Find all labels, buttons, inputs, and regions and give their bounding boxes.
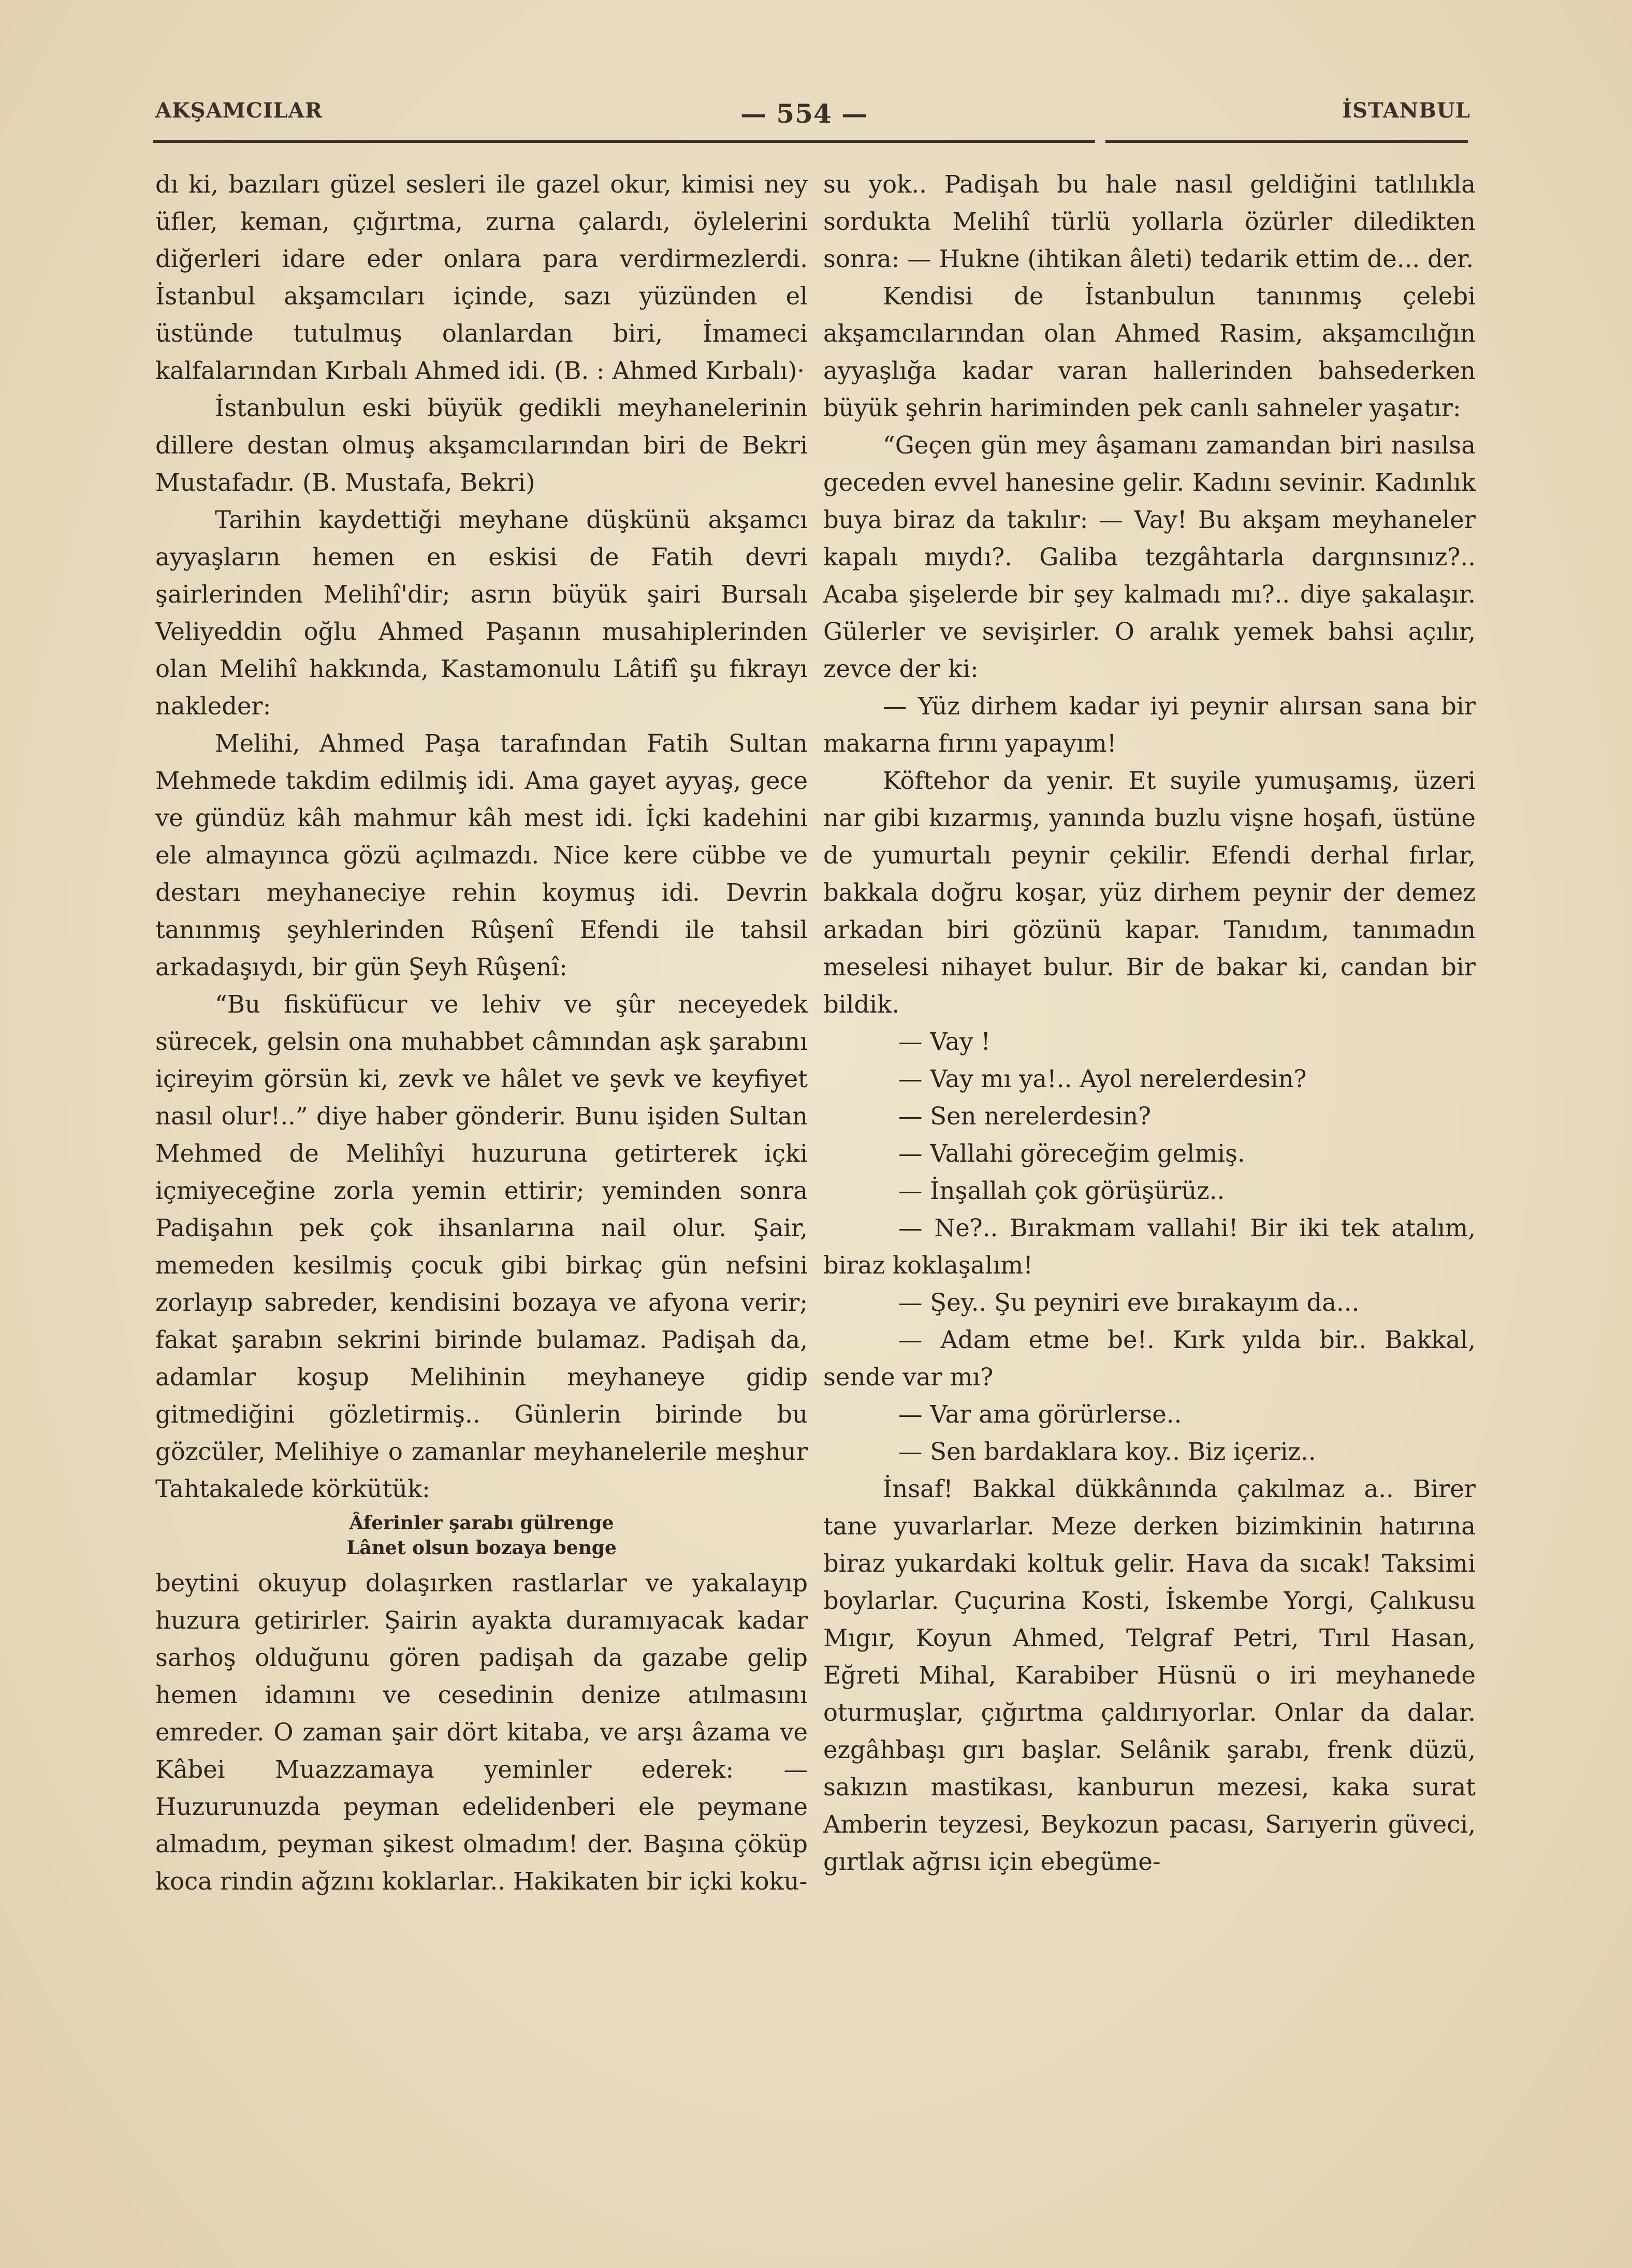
dialogue-line: — Vallahi göreceğim gelmiş. (898, 1139, 1245, 1167)
dialogue-line: — Vay ! (898, 1028, 991, 1056)
paragraph: Tarihin kaydettiği meyhane düşkünü akşamcı ayyaşların hemen en eskisi de Fatih devri şairlerinden Melihî'dir; asrın büyük şairi Bursalı Veliyeddin oğlu Ahmed Paşanın musahiplerinden olan Melihî hakkında, Kastamonulu Lâtifî şu fıkrayı nakleder: (155, 506, 808, 720)
couplet-line-2: Lânet olsun bozaya benge (346, 1537, 617, 1559)
quotation: “Bu fisküfücur ve lehiv ve şûr neceyedek sürecek, gelsin ona muhabbet câmından aşk şarabını içireyim görsün ki, zevk ve hâlet ve şevk ve keyfiyet nasıl olur!..” diye haber gönderir. Bunu işiden Sultan Mehmed de Melihîyi huzuruna getirterek içki içmiyeceğine zorla yemin ettirir; yeminden sonra Padişahın pek çok ihsanlarına nail olur. Şair, memeden kesilmiş çocuk gibi birkaç gün nefsini zorlayıp sabreder, kendisini bozaya ve afyona verir; fakat şarabın sekrini birinde bulamaz. Padişah da, adamlar koşup Melihinin meyhaneye gidip gitmediğini gözletirmiş.. Günlerin birinde bu gözcüler, Melihiye o zamanlar meyhanelerile meşhur Tahtakalede körkütük: (155, 990, 808, 1503)
couplet-line-1: Âferinler şarabı gülrenge (349, 1512, 614, 1534)
paragraph: İstanbulun eski büyük gedikli meyhanelerinin dillere destan olmuş akşamcılarından biri de Bekri Mustafadır. (B. Mustafa, Bekri) (155, 394, 808, 496)
dialogue-line: — Sen nerelerdesin? (898, 1102, 1152, 1130)
right-column (823, 166, 1476, 1880)
page-number: — 554 — (740, 98, 868, 129)
header-rule-left (153, 140, 1095, 143)
header-section-title: İSTANBUL (1342, 98, 1470, 123)
left-column (155, 166, 808, 1900)
quotation: “Geçen gün mey âşamanı zamandan biri nasılsa geceden evvel hanesine gelir. Kadını sevinir. Kadınlık buya biraz da takılır: — Vay! Bu akşam meyhaneler kapalı mıydı?. Galiba tezgâhtarla dargınsınız?.. Acaba şişelerde bir şey kalmadı mı?.. diye şakalaşır. Gülerler ve sevişirler. O aralık yemek bahsi açılır, zevce der ki: (823, 431, 1476, 683)
paragraph: dı ki, bazıları güzel sesleri ile gazel okur, kimisi ney üfler, keman, çığırtma, zurna çalardı, öylelerini diğerleri idare eder onlara para verdirmezlerdi. İstanbul akşamcıları içinde, sazı yüzünden el üstünde tutulmuş olanlardan biri, İmameci kalfalarından Kırbalı Ahmed idi. (B. : Ahmed Kırbalı)· (155, 170, 808, 385)
dialogue-line: — Şey.. Şu peyniri eve bırakayım da... (898, 1289, 1360, 1316)
paragraph: Köftehor da yenir. Et suyile yumuşamış, üzeri nar gibi kızarmış, yanında buzlu vişne hoşafı, üstüne de yumurtalı peynir çekilir. Efendi derhal fırlar, bakkala doğru koşar, yüz dirhem peynir der demez arkadan biri gözünü kapar. Tanıdım, tanımadın meselesi nihayet bulur. Bir de bakar ki, candan bir bildik. (823, 767, 1476, 1018)
paragraph: Kendisi de İstanbulun tanınmış çelebi akşamcılarından olan Ahmed Rasim, akşamcılığın ayyaşlığa kadar varan hallerinden bahsederken büyük şehrin hariminden pek canlı sahneler yaşatır: (823, 282, 1476, 422)
paragraph: Melihi, Ahmed Paşa tarafından Fatih Sultan Mehmede takdim edilmiş idi. Ama gayet ayyaş, gece ve gündüz kâh mahmur kâh mest idi. İçki kadehini ele almayınca gözü açılmazdı. Nice kere cübbe ve destarı meyhaneciye rehin koymuş idi. Devrin tanınmış şeyhlerinden Rûşenî Efendi ile tahsil arkadaşıydı, bir gün Şeyh Rûşenî: (155, 729, 808, 981)
dialogue-line: — İnşallah çok görüşürüz.. (898, 1177, 1225, 1205)
dialogue-line: — Yüz dirhem kadar iyi peynir alırsan sana bir makarna fırını yapayım! (823, 692, 1476, 757)
running-header (155, 98, 1470, 135)
paragraph: İnsaf! Bakkal dükkânında çakılmaz a.. Birer tane yuvarlarlar. Meze derken bizimkinin hatırına biraz yukardaki koltuk gelir. Hava da sıcak! Taksimi boylarlar. Çuçurina Kosti, İskembe Yorgi, Çalıkusu Mıgır, Koyun Ahmed, Telgraf Petri, Tırıl Hasan, Eğreti Mihal, Karabiber Hüsnü o iri meyhanede oturmuşlar, çığırtma çaldırıyorlar. Onlar da dalar. ezgâhbaşı gırı başlar. Selânik şarabı, frenk düzü, sakızın mastikası, kanburun mezesi, kaka surat Amberin teyzesi, Beykozun pacası, Sarıyerin güveci, gırtlak ağrısı için ebegüme- (823, 1475, 1476, 1876)
header-book-title: AKŞAMCILAR (155, 98, 323, 123)
paragraph: su yok.. Padişah bu hale nasıl geldiğini tatlılıkla sordukta Melihî türlü yollarla özürler diledikten sonra: — Hukne (ihtikan âleti) tedarik ettim de... der. (823, 170, 1476, 273)
header-rule-right (1105, 140, 1468, 143)
dialogue-line: — Sen bardaklara koy.. Biz içeriz.. (898, 1438, 1316, 1466)
dialogue-line: — Vay mı ya!.. Ayol nerelerdesin? (898, 1065, 1307, 1093)
dialogue-line: — Var ama görürlerse.. (898, 1400, 1182, 1428)
couplet (155, 1511, 808, 1560)
dialogue-line: — Ne?.. Bırakmam vallahi! Bir iki tek atalım, biraz koklaşalım! (823, 1214, 1476, 1279)
dialogue-line: — Adam etme be!. Kırk yılda bir.. Bakkal, sende var mı? (823, 1326, 1476, 1391)
paragraph: beytini okuyup dolaşırken rastlarlar ve yakalayıp huzura getirirler. Şairin ayakta duramıyacak kadar sarhoş olduğunu gören padişah da gazabe gelip hemen idamını ve cesedinin denize atılmasını emreder. O zaman şair dört kitaba, ve arşı âzama ve Kâbei Muazzamaya yeminler ederek: — Huzurunuzda peyman edelidenberi ele peymane almadım, peyman şikest olmadım! der. Başına çöküp koca rindin ağzını koklarlar.. Hakikaten bir içki koku- (155, 1569, 808, 1895)
